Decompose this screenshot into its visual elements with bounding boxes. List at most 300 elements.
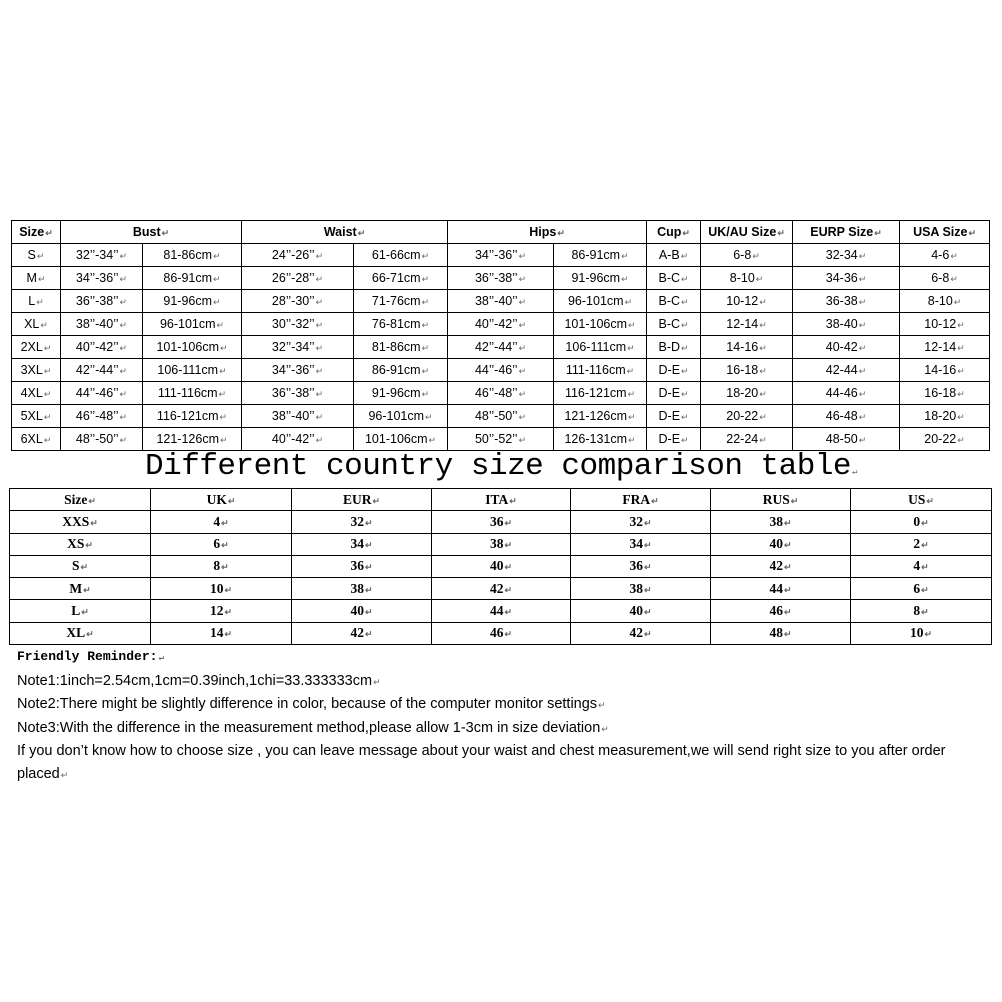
paragraph-mark-icon: ↵ <box>119 251 128 261</box>
hips-inch-cell-text: 50’’-52’’ <box>474 432 518 446</box>
paragraph-mark-icon: ↵ <box>643 607 652 618</box>
paragraph-mark-icon: ↵ <box>421 366 430 376</box>
paragraph-mark-icon: ↵ <box>598 700 606 710</box>
paragraph-mark-icon: ↵ <box>681 274 689 284</box>
paragraph-mark-icon: ↵ <box>874 228 882 238</box>
paragraph-mark-icon: ↵ <box>421 320 430 330</box>
paragraph-mark-icon: ↵ <box>681 343 689 353</box>
bust-cm-cell-text: 91-96cm <box>163 294 213 308</box>
waist-inch-cell <box>242 313 354 336</box>
paragraph-mark-icon: ↵ <box>509 495 517 506</box>
table-cell-text: 10 <box>909 625 924 641</box>
table-cell-text: 4 <box>213 513 221 529</box>
hips-inch-cell-text: 42’’-44’’ <box>474 340 518 354</box>
paragraph-mark-icon: ↵ <box>643 584 652 595</box>
paragraph-mark-icon: ↵ <box>957 366 965 376</box>
paragraph-mark-icon: ↵ <box>219 412 228 422</box>
paragraph-mark-icon: ↵ <box>315 343 324 353</box>
bust-cm-cell-text: 111-116cm <box>157 386 218 400</box>
usa-cell-text: 20-22 <box>924 432 957 446</box>
paragraph-mark-icon: ↵ <box>957 343 965 353</box>
hips-inch-cell <box>448 336 554 359</box>
waist-inch-cell-text: 30’’-32’’ <box>271 317 315 331</box>
table-cell-text: M <box>69 580 83 596</box>
header-cell-text: Size <box>19 225 45 239</box>
friendly-reminder: Friendly Reminder:↵ <box>17 649 164 664</box>
hips-cm-cell <box>554 267 647 290</box>
paragraph-mark-icon: ↵ <box>119 274 128 284</box>
table-cell-text: 42 <box>350 625 364 641</box>
cup-cell <box>647 405 701 428</box>
size-cell-text: 4XL <box>20 386 43 400</box>
paragraph-mark-icon: ↵ <box>45 228 53 238</box>
country-size-comparison-table <box>9 488 992 645</box>
paragraph-mark-icon: ↵ <box>428 435 437 445</box>
usa-cell <box>900 290 990 313</box>
paragraph-mark-icon: ↵ <box>315 274 324 284</box>
table-cell-text: 38 <box>629 580 643 596</box>
hips-inch-cell-text: 48’’-50’’ <box>474 409 518 423</box>
eurp-cell <box>793 290 900 313</box>
bust-inch-cell-text: 32’’-34’’ <box>75 248 119 262</box>
table-cell <box>10 622 151 644</box>
note-1: Note1:1inch=2.54cm,1cm=0.39inch,1chi=33.333333cm↵ <box>17 672 381 689</box>
paragraph-mark-icon: ↵ <box>80 562 89 573</box>
paragraph-mark-icon: ↵ <box>681 366 689 376</box>
comparison-title: Different country size comparison table↵ <box>145 449 857 484</box>
header-cell <box>12 221 61 244</box>
header-cell-text: Waist <box>323 225 357 239</box>
paragraph-mark-icon: ↵ <box>643 562 652 573</box>
header-cell-text: FRA <box>622 491 651 507</box>
table-cell <box>571 622 711 644</box>
paragraph-mark-icon: ↵ <box>315 389 324 399</box>
bust-inch-cell-text: 34’’-36’’ <box>75 271 119 285</box>
bust-inch-cell <box>61 382 143 405</box>
table-cell-text: 10 <box>209 580 224 596</box>
paragraph-mark-icon: ↵ <box>421 251 430 261</box>
table-cell-text: 12 <box>209 603 224 619</box>
bust-inch-cell-text: 38’’-40’’ <box>75 317 119 331</box>
header-cell-text: ITA <box>485 491 509 507</box>
paragraph-mark-icon: ↵ <box>364 629 373 640</box>
header-cell-text: UK <box>206 491 227 507</box>
header-cell <box>151 489 292 511</box>
paragraph-mark-icon: ↵ <box>926 495 934 506</box>
size-cell <box>12 359 61 382</box>
size-cell-text: L <box>28 294 36 308</box>
waist-inch-cell <box>242 336 354 359</box>
waist-cm-cell-text: 101-106cm <box>364 432 428 446</box>
paragraph-mark-icon: ↵ <box>221 517 229 528</box>
bust-inch-cell <box>61 267 143 290</box>
table-cell-text: 46 <box>769 603 783 619</box>
eurp-cell <box>793 382 900 405</box>
paragraph-mark-icon: ↵ <box>504 540 513 551</box>
paragraph-mark-icon: ↵ <box>421 274 430 284</box>
paragraph-mark-icon: ↵ <box>858 366 867 376</box>
bust-cm-cell-text: 106-111cm <box>157 363 219 377</box>
eurp-cell <box>793 405 900 428</box>
cup-cell <box>647 267 701 290</box>
table-cell-text: 14 <box>209 625 224 641</box>
table-cell <box>571 600 711 622</box>
table-cell <box>10 555 151 577</box>
paragraph-mark-icon: ↵ <box>43 412 52 422</box>
table-cell-text: 4 <box>913 558 921 574</box>
table-cell <box>851 622 992 644</box>
table-cell <box>151 622 292 644</box>
bust-cm-cell <box>143 359 242 382</box>
hips-cm-cell-text: 96-101cm <box>567 294 624 308</box>
paragraph-mark-icon: ↵ <box>364 584 373 595</box>
eurp-cell <box>793 336 900 359</box>
table-cell <box>292 600 432 622</box>
table-cell-text: 42 <box>489 580 504 596</box>
bust-cm-cell-text: 121-126cm <box>156 432 219 446</box>
paragraph-mark-icon: ↵ <box>621 251 629 261</box>
paragraph-mark-icon: ↵ <box>627 389 636 399</box>
hips-inch-cell-text: 36’’-38’’ <box>474 271 518 285</box>
waist-inch-cell-text: 40’’-42’’ <box>271 432 315 446</box>
uk-au-cell-text: 8-10 <box>729 271 755 285</box>
table-cell-text: 36 <box>350 558 364 574</box>
table-row <box>10 600 992 622</box>
table-row <box>10 578 992 600</box>
paragraph-mark-icon: ↵ <box>88 495 96 506</box>
usa-cell-text: 4-6 <box>931 248 950 262</box>
paragraph-mark-icon: ↵ <box>957 320 965 330</box>
waist-inch-cell-text: 36’’-38’’ <box>271 386 315 400</box>
table-row <box>10 533 992 555</box>
hips-inch-cell <box>448 359 554 382</box>
usa-cell-text: 12-14 <box>924 340 957 354</box>
paragraph-mark-icon: ↵ <box>421 297 430 307</box>
table-cell-text: 32 <box>629 513 643 529</box>
paragraph-mark-icon: ↵ <box>681 435 689 445</box>
table-cell-text: XXS <box>62 513 90 529</box>
table-cell <box>851 555 992 577</box>
table-cell-text: XL <box>66 625 86 641</box>
bust-cm-cell-text: 86-91cm <box>163 271 213 285</box>
cup-cell-text: B-C <box>658 271 681 285</box>
waist-inch-cell <box>242 290 354 313</box>
paragraph-mark-icon: ↵ <box>504 584 513 595</box>
paragraph-mark-icon: ↵ <box>921 584 929 595</box>
hips-inch-cell <box>448 382 554 405</box>
paragraph-mark-icon: ↵ <box>43 435 52 445</box>
uk-au-cell <box>701 290 793 313</box>
hips-cm-cell <box>554 336 647 359</box>
paragraph-mark-icon: ↵ <box>858 320 867 330</box>
header-cell <box>61 221 242 244</box>
paragraph-mark-icon: ↵ <box>624 297 633 307</box>
paragraph-mark-icon: ↵ <box>315 251 324 261</box>
table-cell <box>292 555 432 577</box>
bust-cm-cell <box>143 382 242 405</box>
table-row <box>12 336 990 359</box>
bust-inch-cell-text: 46’’-48’’ <box>75 409 119 423</box>
cup-cell-text: A-B <box>658 248 680 262</box>
size-chart-table <box>11 220 990 451</box>
usa-cell <box>900 359 990 382</box>
table-row <box>12 359 990 382</box>
table-cell <box>10 600 151 622</box>
table-cell <box>292 622 432 644</box>
table-row <box>12 244 990 267</box>
table-cell-text: XS <box>67 536 85 552</box>
size-cell <box>12 313 61 336</box>
hips-cm-cell <box>554 382 647 405</box>
bust-cm-cell <box>143 336 242 359</box>
table-row <box>12 267 990 290</box>
uk-au-cell-text: 16-18 <box>726 363 759 377</box>
cup-cell <box>647 313 701 336</box>
hips-cm-cell <box>554 313 647 336</box>
paragraph-mark-icon: ↵ <box>315 297 324 307</box>
paragraph-mark-icon: ↵ <box>957 412 965 422</box>
paragraph-mark-icon: ↵ <box>783 607 792 618</box>
paragraph-mark-icon: ↵ <box>364 562 373 573</box>
uk-au-cell <box>701 382 793 405</box>
paragraph-mark-icon: ↵ <box>224 607 233 618</box>
table-row <box>10 622 992 644</box>
usa-cell-text: 10-12 <box>924 317 957 331</box>
eurp-cell <box>793 267 900 290</box>
bust-inch-cell-text: 36’’-38’’ <box>75 294 119 308</box>
paragraph-mark-icon: ↵ <box>755 274 764 284</box>
table-cell-text: 0 <box>913 513 921 529</box>
paragraph-mark-icon: ↵ <box>221 540 229 551</box>
bust-cm-cell-text: 81-86cm <box>163 248 213 262</box>
header-cell-text: EUR <box>342 491 372 507</box>
table-cell <box>151 578 292 600</box>
waist-cm-cell <box>354 359 448 382</box>
table-row <box>12 382 990 405</box>
paragraph-mark-icon: ↵ <box>858 297 867 307</box>
paragraph-mark-icon: ↵ <box>158 653 164 663</box>
header-cell <box>10 489 151 511</box>
waist-cm-cell-text: 71-76cm <box>371 294 421 308</box>
paragraph-mark-icon: ↵ <box>628 320 636 330</box>
header-cell-text: USA Size <box>913 225 968 239</box>
paragraph-mark-icon: ↵ <box>783 562 792 573</box>
table-cell <box>432 622 571 644</box>
eurp-cell-text: 38-40 <box>825 317 858 331</box>
table-cell-text: 40 <box>489 558 504 574</box>
paragraph-mark-icon: ↵ <box>518 320 527 330</box>
notes-section <box>17 646 997 786</box>
paragraph-mark-icon: ↵ <box>83 584 91 595</box>
paragraph-mark-icon: ↵ <box>43 343 52 353</box>
waist-cm-cell-text: 61-66cm <box>371 248 421 262</box>
table-cell <box>851 533 992 555</box>
waist-cm-cell-text: 76-81cm <box>371 317 421 331</box>
usa-cell <box>900 336 990 359</box>
table-cell-text: L <box>71 603 81 619</box>
paragraph-mark-icon: ↵ <box>518 343 527 353</box>
paragraph-mark-icon: ↵ <box>777 228 785 238</box>
table-cell-text: 48 <box>769 625 783 641</box>
waist-cm-cell-text: 81-86cm <box>371 340 421 354</box>
hips-cm-cell-text: 101-106cm <box>564 317 628 331</box>
table-cell <box>151 533 292 555</box>
eurp-cell <box>793 359 900 382</box>
paragraph-mark-icon: ↵ <box>790 495 799 506</box>
table-cell <box>151 511 292 533</box>
table-cell <box>292 511 432 533</box>
paragraph-mark-icon: ↵ <box>119 320 128 330</box>
waist-inch-cell-text: 38’’-40’’ <box>271 409 315 423</box>
paragraph-mark-icon: ↵ <box>858 435 867 445</box>
uk-au-cell <box>701 267 793 290</box>
paragraph-mark-icon: ↵ <box>119 435 128 445</box>
paragraph-mark-icon: ↵ <box>220 343 228 353</box>
cup-cell-text: D-E <box>658 409 681 423</box>
table-cell <box>292 533 432 555</box>
size-cell <box>12 336 61 359</box>
cup-cell-text: D-E <box>658 432 681 446</box>
paragraph-mark-icon: ↵ <box>518 274 527 284</box>
hips-cm-cell <box>554 405 647 428</box>
header-cell <box>292 489 432 511</box>
header-cell <box>793 221 900 244</box>
paragraph-mark-icon: ↵ <box>86 629 94 640</box>
paragraph-mark-icon: ↵ <box>60 769 69 780</box>
table-cell-text: 8 <box>913 603 921 619</box>
size-cell-text: S <box>27 248 36 262</box>
header-cell-text: EURP Size <box>810 225 874 239</box>
header-cell <box>851 489 992 511</box>
waist-cm-cell <box>354 405 448 428</box>
table-cell <box>571 578 711 600</box>
header-cell <box>242 221 448 244</box>
paragraph-mark-icon: ↵ <box>213 274 221 284</box>
paragraph-mark-icon: ↵ <box>425 412 433 422</box>
table-cell <box>10 511 151 533</box>
table-cell-text: 36 <box>489 513 504 529</box>
paragraph-mark-icon: ↵ <box>759 435 767 445</box>
table-cell-text: 2 <box>913 536 921 552</box>
paragraph-mark-icon: ↵ <box>119 366 128 376</box>
table-cell-text: 40 <box>350 603 364 619</box>
table-cell <box>711 533 851 555</box>
hips-inch-cell-text: 38’’-40’’ <box>474 294 518 308</box>
waist-cm-cell <box>354 244 448 267</box>
paragraph-mark-icon: ↵ <box>759 366 767 376</box>
paragraph-mark-icon: ↵ <box>373 676 381 687</box>
uk-au-cell <box>701 336 793 359</box>
paragraph-mark-icon: ↵ <box>759 297 767 307</box>
eurp-cell-text: 46-48 <box>825 409 858 423</box>
bust-cm-cell <box>143 290 242 313</box>
size-cell <box>12 244 61 267</box>
hips-cm-cell-text: 111-116cm <box>565 363 626 377</box>
hips-inch-cell <box>448 244 554 267</box>
size-cell <box>12 290 61 313</box>
eurp-cell-text: 32-34 <box>825 248 858 262</box>
paragraph-mark-icon: ↵ <box>783 629 792 640</box>
paragraph-mark-icon: ↵ <box>783 584 792 595</box>
paragraph-mark-icon: ↵ <box>364 517 373 528</box>
paragraph-mark-icon: ↵ <box>921 562 929 573</box>
paragraph-mark-icon: ↵ <box>119 343 128 353</box>
paragraph-mark-icon: ↵ <box>357 228 366 238</box>
cup-cell <box>647 382 701 405</box>
paragraph-mark-icon: ↵ <box>119 412 128 422</box>
header-cell-text: Bust <box>132 225 161 239</box>
eurp-cell-text: 48-50 <box>825 432 858 446</box>
usa-cell-text: 16-18 <box>924 386 957 400</box>
cup-cell <box>647 244 701 267</box>
paragraph-mark-icon: ↵ <box>680 251 689 261</box>
paragraph-mark-icon: ↵ <box>315 366 324 376</box>
table-cell <box>151 600 292 622</box>
table-header-row <box>10 489 992 511</box>
eurp-cell-text: 40-42 <box>825 340 858 354</box>
paragraph-mark-icon: ↵ <box>40 320 48 330</box>
table-cell-text: 34 <box>629 536 643 552</box>
paragraph-mark-icon: ↵ <box>858 389 867 399</box>
paragraph-mark-icon: ↵ <box>643 517 652 528</box>
table-cell-text: 40 <box>629 603 643 619</box>
paragraph-mark-icon: ↵ <box>518 251 527 261</box>
bust-cm-cell-text: 101-106cm <box>156 340 219 354</box>
paragraph-mark-icon: ↵ <box>783 517 792 528</box>
waist-cm-cell <box>354 382 448 405</box>
paragraph-mark-icon: ↵ <box>81 607 89 618</box>
paragraph-mark-icon: ↵ <box>504 562 513 573</box>
waist-inch-cell <box>242 382 354 405</box>
header-cell-text: RUS <box>762 491 790 507</box>
paragraph-mark-icon: ↵ <box>518 297 527 307</box>
paragraph-mark-icon: ↵ <box>36 297 44 307</box>
table-cell <box>432 555 571 577</box>
cup-cell-text: B-C <box>658 317 681 331</box>
table-row <box>12 313 990 336</box>
paragraph-mark-icon: ↵ <box>421 389 430 399</box>
hips-inch-cell-text: 44’’-46’’ <box>474 363 518 377</box>
hips-cm-cell-text: 121-126cm <box>564 409 628 423</box>
bust-cm-cell <box>143 313 242 336</box>
paragraph-mark-icon: ↵ <box>364 607 373 618</box>
uk-au-cell <box>701 405 793 428</box>
paragraph-mark-icon: ↵ <box>119 297 128 307</box>
table-cell-text: 38 <box>769 513 783 529</box>
hips-inch-cell <box>448 290 554 313</box>
size-cell-text: 3XL <box>20 363 43 377</box>
waist-inch-cell-text: 28’’-30’’ <box>271 294 315 308</box>
header-cell-text: UK/AU Size <box>708 225 777 239</box>
uk-au-cell-text: 22-24 <box>726 432 759 446</box>
paragraph-mark-icon: ↵ <box>37 274 46 284</box>
bust-inch-cell <box>61 244 143 267</box>
paragraph-mark-icon: ↵ <box>921 607 929 618</box>
paragraph-mark-icon: ↵ <box>421 343 430 353</box>
table-cell-text: 42 <box>629 625 643 641</box>
paragraph-mark-icon: ↵ <box>681 297 689 307</box>
paragraph-mark-icon: ↵ <box>681 389 689 399</box>
usa-cell-text: 8-10 <box>927 294 953 308</box>
paragraph-mark-icon: ↵ <box>557 228 565 238</box>
waist-inch-cell <box>242 405 354 428</box>
waist-inch-cell-text: 26’’-28’’ <box>271 271 315 285</box>
hips-inch-cell <box>448 267 554 290</box>
usa-cell-text: 18-20 <box>924 409 957 423</box>
paragraph-mark-icon: ↵ <box>36 251 45 261</box>
waist-cm-cell-text: 96-101cm <box>368 409 425 423</box>
table-cell <box>571 555 711 577</box>
